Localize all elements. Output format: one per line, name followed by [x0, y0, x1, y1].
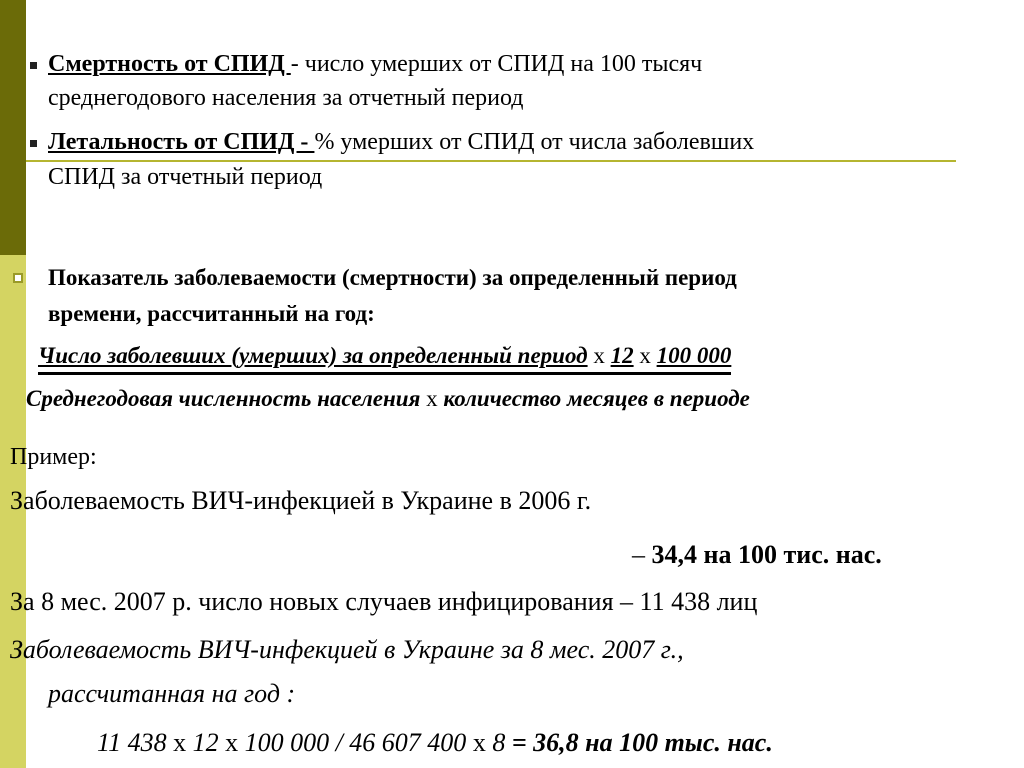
formula-denominator — [26, 383, 750, 415]
denominator-population: Среднегодовая численность населения — [26, 386, 421, 411]
def1-line1 — [48, 48, 702, 80]
times-sign: х — [466, 728, 493, 757]
def2-line1 — [48, 126, 754, 158]
calc-cases: 11 438 — [97, 728, 167, 757]
times-sign: х — [633, 343, 657, 368]
calc-12: 12 — [192, 728, 219, 757]
example-value1 — [632, 537, 882, 573]
def2-rest: % умерших от СПИД от числа заболевших — [314, 129, 755, 155]
formula-numerator — [38, 340, 731, 375]
times-sign: х — [218, 728, 245, 757]
calc-result: = 36,8 на 100 тыс. нас. — [505, 728, 773, 757]
times-sign: х — [166, 728, 193, 757]
bullet-square-icon — [30, 62, 37, 69]
def1-term: Смертность от СПИД — [48, 51, 291, 77]
numerator-text: Число заболевших (умерших) за определенный период — [38, 343, 588, 368]
def1-line2: среднегодового населения за отчетный период — [48, 85, 524, 111]
incidence-2006: 34,4 на 100 тис. нас. — [651, 540, 882, 569]
numerator-12: 12 — [610, 343, 634, 368]
sidebar-accent-dark — [0, 0, 26, 255]
indicator-line2: времени, рассчитанный на год: — [48, 301, 375, 326]
calc-8: 8 — [492, 728, 506, 757]
numerator-100000: 100 000 — [656, 343, 732, 368]
times-sign: х — [420, 386, 444, 411]
example-line5: рассчитанная на год : — [48, 679, 296, 708]
example-label: Пример: — [10, 444, 97, 470]
example-line1: Заболеваемость ВИЧ-инфекцией в Украине в 2006 г. — [10, 486, 592, 515]
def1-rest: - число умерших от СПИД на 100 тысяч — [290, 51, 703, 77]
times-sign: х — [587, 343, 611, 368]
example-line4: Заболеваемость ВИЧ-инфекцией в Украине за 8 мес. 2007 г., — [10, 635, 684, 664]
example-calculation — [97, 725, 773, 761]
def2-term: Летальность от СПИД - — [48, 129, 315, 155]
example-line3: За 8 мес. 2007 р. число новых случаев инфицирования – 11 438 лиц — [10, 587, 758, 616]
denominator-months: количество месяцев в периоде — [443, 386, 750, 411]
bullet-square-icon — [30, 140, 37, 147]
def2-line2: СПИД за отчетный период — [48, 164, 323, 190]
dash: – — [632, 540, 652, 569]
calc-population: 100 000 / 46 607 400 — [244, 728, 467, 757]
bullet-hollow-square-icon — [13, 273, 23, 283]
indicator-line1: Показатель заболеваемости (смертности) за определенный период — [48, 265, 737, 290]
